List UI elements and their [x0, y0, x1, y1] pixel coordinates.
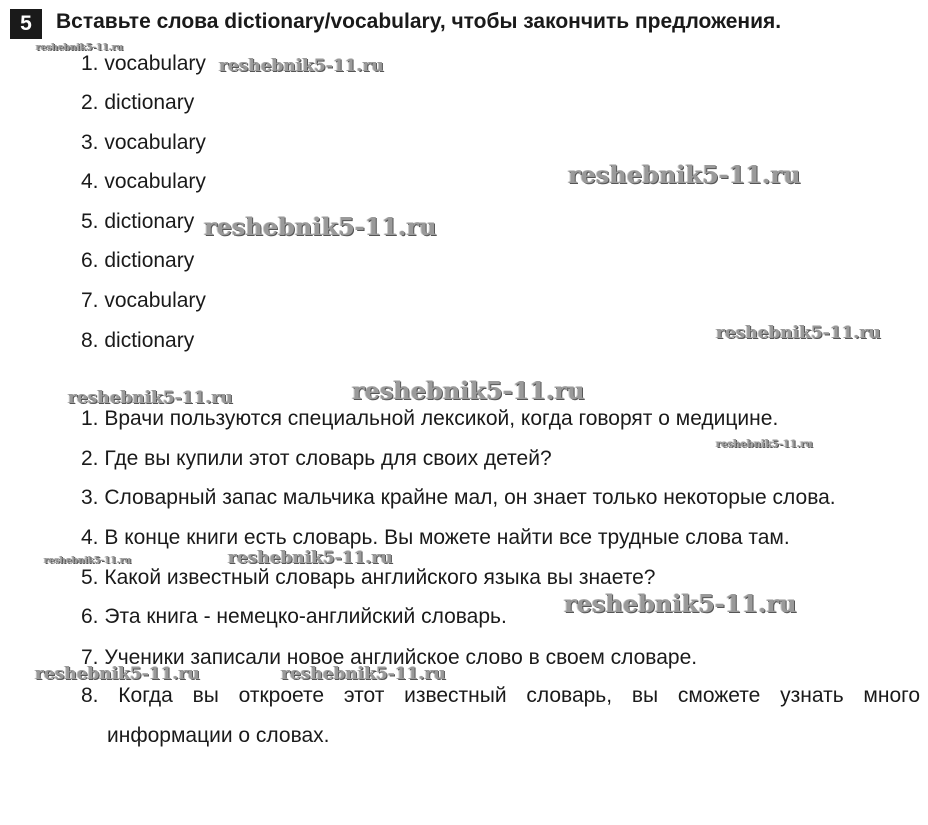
answer-item: 2. dictionary	[81, 91, 195, 114]
watermark: reshebnik5-11.ru	[564, 589, 797, 618]
watermark: reshebnik5-11.ru	[219, 56, 384, 76]
exercise-number-badge: 5	[10, 9, 42, 39]
translation-item-continuation: информации о словах.	[107, 724, 330, 747]
translation-item: 4. В конце книги есть словарь. Вы можете найти все трудные слова там.	[81, 526, 790, 549]
watermark: reshebnik5-11.ru	[35, 664, 200, 684]
answer-item: 3. vocabulary	[81, 131, 206, 154]
watermark: reshebnik5-11.ru	[716, 323, 881, 343]
answer-item: 4. vocabulary	[81, 170, 206, 193]
watermark: reshebnik5-11.ru	[716, 439, 813, 450]
translation-item: 6. Эта книга - немецко-английский словарь.	[81, 605, 507, 628]
translation-item: 8. Когда вы откроете этот известный словарь, вы сможете узнать много	[81, 684, 920, 707]
translation-item: 3. Словарный запас мальчика крайне мал, он знает только некоторые слова.	[81, 486, 836, 509]
watermark: reshebnik5-11.ru	[228, 548, 393, 568]
watermark: reshebnik5-11.ru	[44, 556, 132, 566]
answer-item: 5. dictionary	[81, 210, 195, 233]
watermark: reshebnik5-11.ru	[68, 388, 233, 408]
answer-item: 8. dictionary	[81, 329, 195, 352]
watermark: reshebnik5-11.ru	[568, 160, 801, 189]
translation-item: 1. Врачи пользуются специальной лексикой, когда говорят о медицине.	[81, 407, 779, 430]
translation-item: 5. Какой известный словарь английского языка вы знаете?	[81, 566, 656, 589]
answer-item: 1. vocabulary	[81, 52, 206, 75]
watermark: reshebnik5-11.ru	[352, 376, 585, 405]
translation-item: 7. Ученики записали новое английское слово в своем словаре.	[81, 646, 698, 669]
answer-item: 6. dictionary	[81, 249, 195, 272]
exercise-title: Вставьте слова dictionary/vocabulary, чтобы закончить предложения.	[56, 10, 782, 33]
watermark: reshebnik5-11.ru	[36, 43, 124, 53]
translation-item: 2. Где вы купили этот словарь для своих детей?	[81, 447, 552, 470]
watermark: reshebnik5-11.ru	[204, 212, 437, 241]
answer-item: 7. vocabulary	[81, 289, 206, 312]
watermark: reshebnik5-11.ru	[281, 664, 446, 684]
